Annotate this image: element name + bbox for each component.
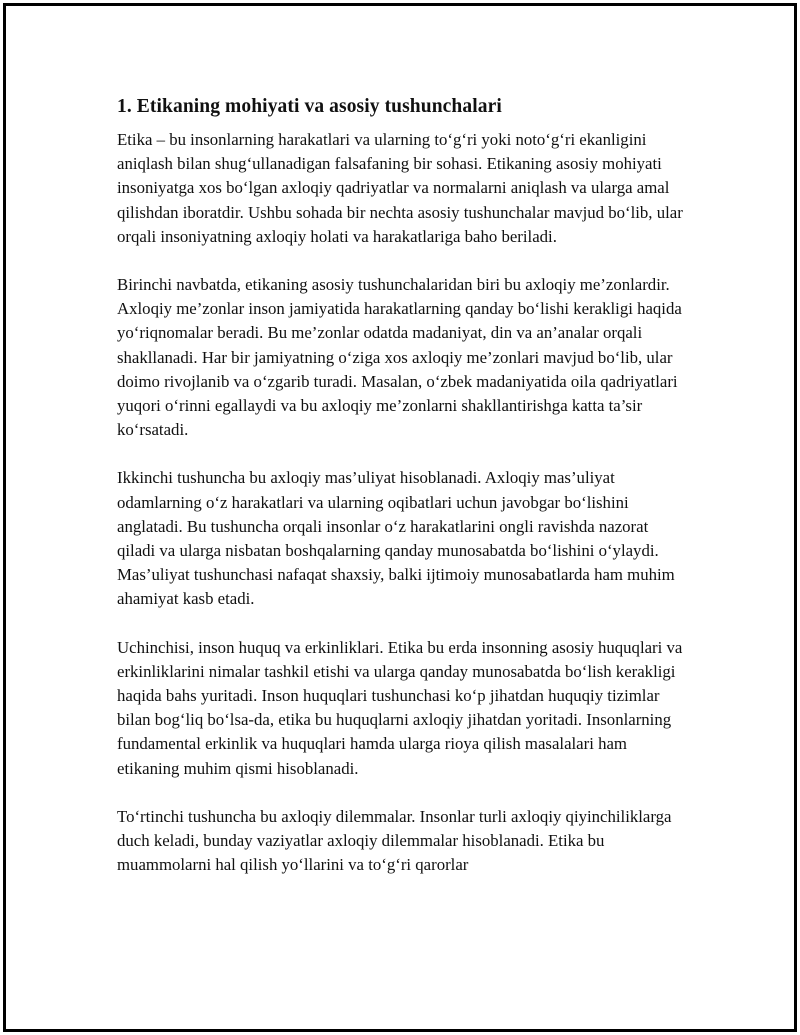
paragraph-4: Uchinchisi, inson huquq va erkinliklari. Etika bu erda insonning asosiy huquqlari va erkinliklarini nimalar tashkil etishi va ularga qanday munosabatda bo‘lish kerakligi haqida bahs yuritadi. Inson huquqlari tushunchasi ko‘p jihatdan huquqiy tizimlar bilan bog‘liq bo‘lsa-da, etika bu huquqlarni axloqiy jihatdan yoritadi. Insonlarning fundamental erkinlik va huquqlari hamda ularga rioya qilish masalalari ham etikaning muhim qismi hisoblanadi. <box>117 637 683 778</box>
paragraph-2: Birinchi navbatda, etikaning asosiy tushunchalaridan biri bu axloqiy me’zonlardir. Axloqiy me’zonlar inson jamiyatida harakatlarning qanday bo‘lishi kerakligi haqida yo‘riqnomalar beradi. Bu me’zonlar odatda madaniyat, din va an’analar orqali shakllanadi. Har bir jamiyatning o‘ziga xos axloqiy me’zonlari mavjud bo‘lib, ular doimo rivojlanib va o‘zgarib turadi. Masalan, o‘zbek madaniyatida oila qadriyatlari yuqori o‘rinni egallaydi va bu axloqiy me’zonlarni shakllantirishga katta ta’sir ko‘rsatadi. <box>117 275 682 440</box>
paragraph-5: To‘rtinchi tushuncha bu axloqiy dilemmalar. Insonlar turli axloqiy qiyinchiliklarga duch keladi, bunday vaziyatlar axloqiy dilemmalar hisoblanadi. Etika bu muammolarni hal qilish yo‘llarini va to‘g‘ri qarorlar <box>117 806 672 875</box>
paragraph-1: Etika – bu insonlarning harakatlari va ularning to‘g‘ri yoki noto‘g‘ri ekanligini aniqlash bilan shug‘ullanadigan falsafaning bir sohasi. Etikaning asosiy mohiyati insoniyatga xos bo‘lgan axloqiy qadriyatlar va normalarni aniqlash va ularga amal qilishdan iboratdir. Ushbu sohada bir nechta asosiy tushunchalar mavjud bo‘lib, ular orqali insoniyatning axloqiy holati va harakatlariga baho beriladi. <box>117 130 683 246</box>
paragraph-3: Ikkinchi tushuncha bu axloqiy mas’uliyat hisoblanadi. Axloqiy mas’uliyat odamlarning o‘z harakatlari va ularning oqibatlari uchun javobgar bo‘lishini anglatadi. Bu tushuncha orqali insonlar o‘z harakatlarini ongli ravishda nazorat qiladi va ularga nisbatan boshqalarning qanday munosabatda bo‘lishini o‘ylaydi. Mas’uliyat tushunchasi nafaqat shaxsiy, balki ijtimoiy munosabatlarda ham muhim ahamiyat kasb etadi. <box>117 468 675 609</box>
document-body <box>117 90 687 877</box>
section-heading: 1. Etikaning mohiyati va asosiy tushunchalari <box>117 96 502 117</box>
